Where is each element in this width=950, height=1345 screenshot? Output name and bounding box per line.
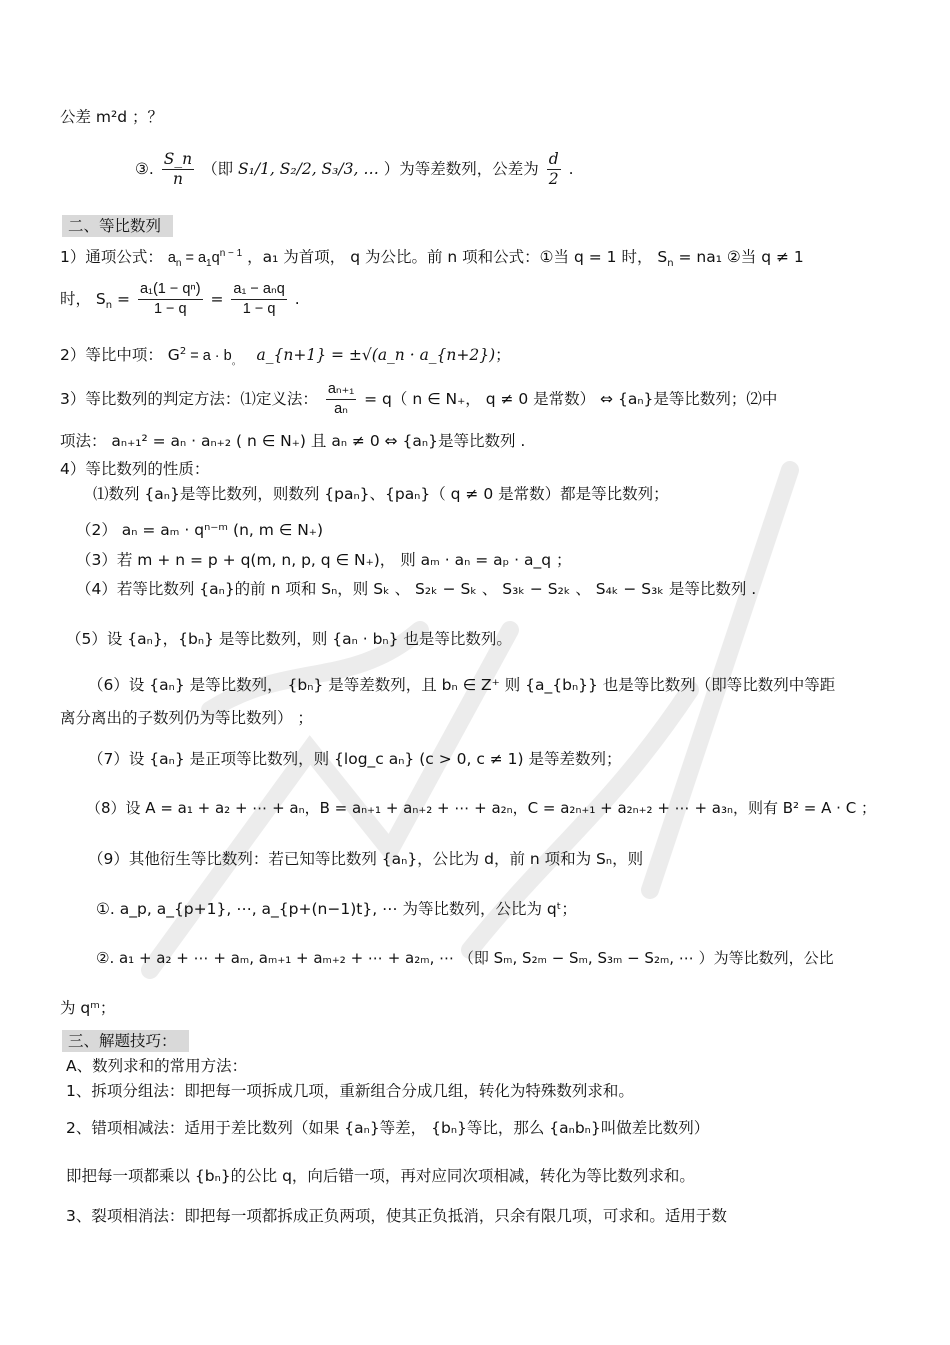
method-1: 1、拆项分组法：即把每一项拆成几项，重新组合分成几组，转化为特殊数列求和。	[66, 1082, 634, 1100]
fraction-ratio: $\frac{\text{aₙ₊₁}}{\text{aₙ}}$	[327, 381, 355, 417]
line-criterion-mean: 项法： aₙ₊₁² = aₙ · aₙ₊₂ ( n ∈ N₊) 且 aₙ ≠ 0 ⇔ {aₙ}是等比数列 .	[60, 432, 526, 450]
property-4: （4）若等比数列 {aₙ}的前 n 项和 Sₙ，则 Sₖ 、 S₂ₖ − Sₖ 、 S₃ₖ − S₂ₖ 、 S₄ₖ − S₃ₖ 是等比数列 .	[76, 580, 757, 598]
property-7: （7）设 {aₙ} 是正项等比数列，则 {log_c aₙ} (c > 0, c ≠ 1) 是等差数列；	[88, 750, 622, 768]
line-general-term: 1）通项公式： $a_n = a_1q^{n - 1}$ ，a₁ 为首项， q 为公比。前 n 项和公式：①当 q = 1 时， $S_n = na_1$ ②当 q ≠ 1	[60, 247, 804, 269]
property-9-cont: 为 qᵐ；	[60, 999, 116, 1017]
property-6-cont: 离分离出的子数列仍为等比数列） ；	[60, 709, 313, 727]
section-title-geometric: 二、等比数列	[62, 215, 173, 237]
line-geometric-mean: 2）等比中项： $G^2 = a \cdot b_。$ a_{n+1} = ±√(a_n · a_{n+2})；	[60, 346, 511, 368]
property-9: （9）其他衍生等比数列：若已知等比数列 {aₙ}，公比为 d，前 n 项和为 Sₙ，则	[88, 850, 644, 868]
line-sum-formula: 时， $S_n$ = $\frac{\text{a₁(1 − qⁿ)}}{1 - q}$ = $\frac{\text{a₁ − aₙq}}{1 - q}$ .	[60, 281, 300, 317]
property-1: ⑴数列 {aₙ}是等比数列，则数列 {paₙ}、{paₙ}（ q ≠ 0 是常数）都是等比数列；	[93, 485, 669, 503]
fraction-sum-1: $\frac{\text{a₁(1 − qⁿ)}}{1 - q}$	[139, 281, 201, 317]
line-criterion-definition: 3）等比数列的判定方法：⑴定义法： $\frac{\text{aₙ₊₁}}{\text{aₙ}}$ = q（ n ∈ N₊， q ≠ 0 是常数） ⇔ {aₙ}是等比数列；⑵中	[60, 381, 778, 417]
method-2-cont: 即把每一项都乘以 {bₙ}的公比 q，向后错一项，再对应同次项相减，转化为等比数列求和。	[66, 1167, 695, 1185]
fraction-d-2: $\frac{d}{2}$	[548, 150, 559, 188]
property-9-item-1: ①. a_p, a_{p+1}, ⋯, a_{p+(n−1)t}, ⋯ 为等比数列，公比为 qᵗ；	[96, 900, 577, 918]
section-title-techniques: 三、解题技巧：	[62, 1030, 189, 1052]
method-3: 3、裂项相消法：即把每一项都拆成正负两项，使其正负抵消，只余有限几项，可求和。适用于数	[66, 1207, 727, 1225]
property-9-item-2: ②. a₁ + a₂ + ⋯ + aₘ, aₘ₊₁ + aₘ₊₂ + ⋯ + a₂ₘ, ⋯ （即 Sₘ, S₂ₘ − Sₘ, S₃ₘ − S₂ₘ, ⋯ ）为等比数列，公比	[96, 949, 834, 967]
line-common-difference: 公差 m²d ；？	[60, 108, 164, 126]
property-3: （3）若 m + n = p + q(m, n, p, q ∈ N₊)， 则 aₘ · aₙ = aₚ · a_q ；	[76, 551, 572, 569]
fraction-sn-n: $\frac{S\_n}{n}$	[163, 150, 193, 188]
line-sn-over-n: ③. $\frac{S\_n}{n}$ （即 S₁/1, S₂/2, S₃/3, … ）为等差数列，公差为 $\frac{d}{2}$ .	[135, 150, 574, 188]
method-2: 2、错项相减法：适用于差比数列（如果 {aₙ}等差， {bₙ}等比，那么 {aₙbₙ}叫做差比数列）	[66, 1119, 710, 1137]
property-8: （8）设 A = a₁ + a₂ + ⋯ + aₙ，B = aₙ₊₁ + aₙ₊₂ + ⋯ + a₂ₙ，C = a₂ₙ₊₁ + a₂ₙ₊₂ + ⋯ + a₃ₙ，则有 B² = A · C ；	[86, 799, 876, 817]
line-summation-methods: A、数列求和的常用方法：	[66, 1057, 248, 1075]
property-5: （5）设 {aₙ}，{bₙ} 是等比数列，则 {aₙ · bₙ} 也是等比数列。	[66, 630, 512, 648]
line-properties-title: 4）等比数列的性质：	[60, 460, 210, 478]
fraction-sum-2: $\frac{\text{a₁ − aₙq}}{1 - q}$	[233, 281, 285, 317]
property-6: （6）设 {aₙ} 是等比数列， {bₙ} 是等差数列，且 bₙ ∈ Z⁺ 则 {a_{bₙ}} 也是等比数列（即等比数列中等距	[88, 676, 836, 694]
property-2: （2） aₙ = aₘ · qⁿ⁻ᵐ (n, m ∈ N₊)	[76, 521, 324, 539]
